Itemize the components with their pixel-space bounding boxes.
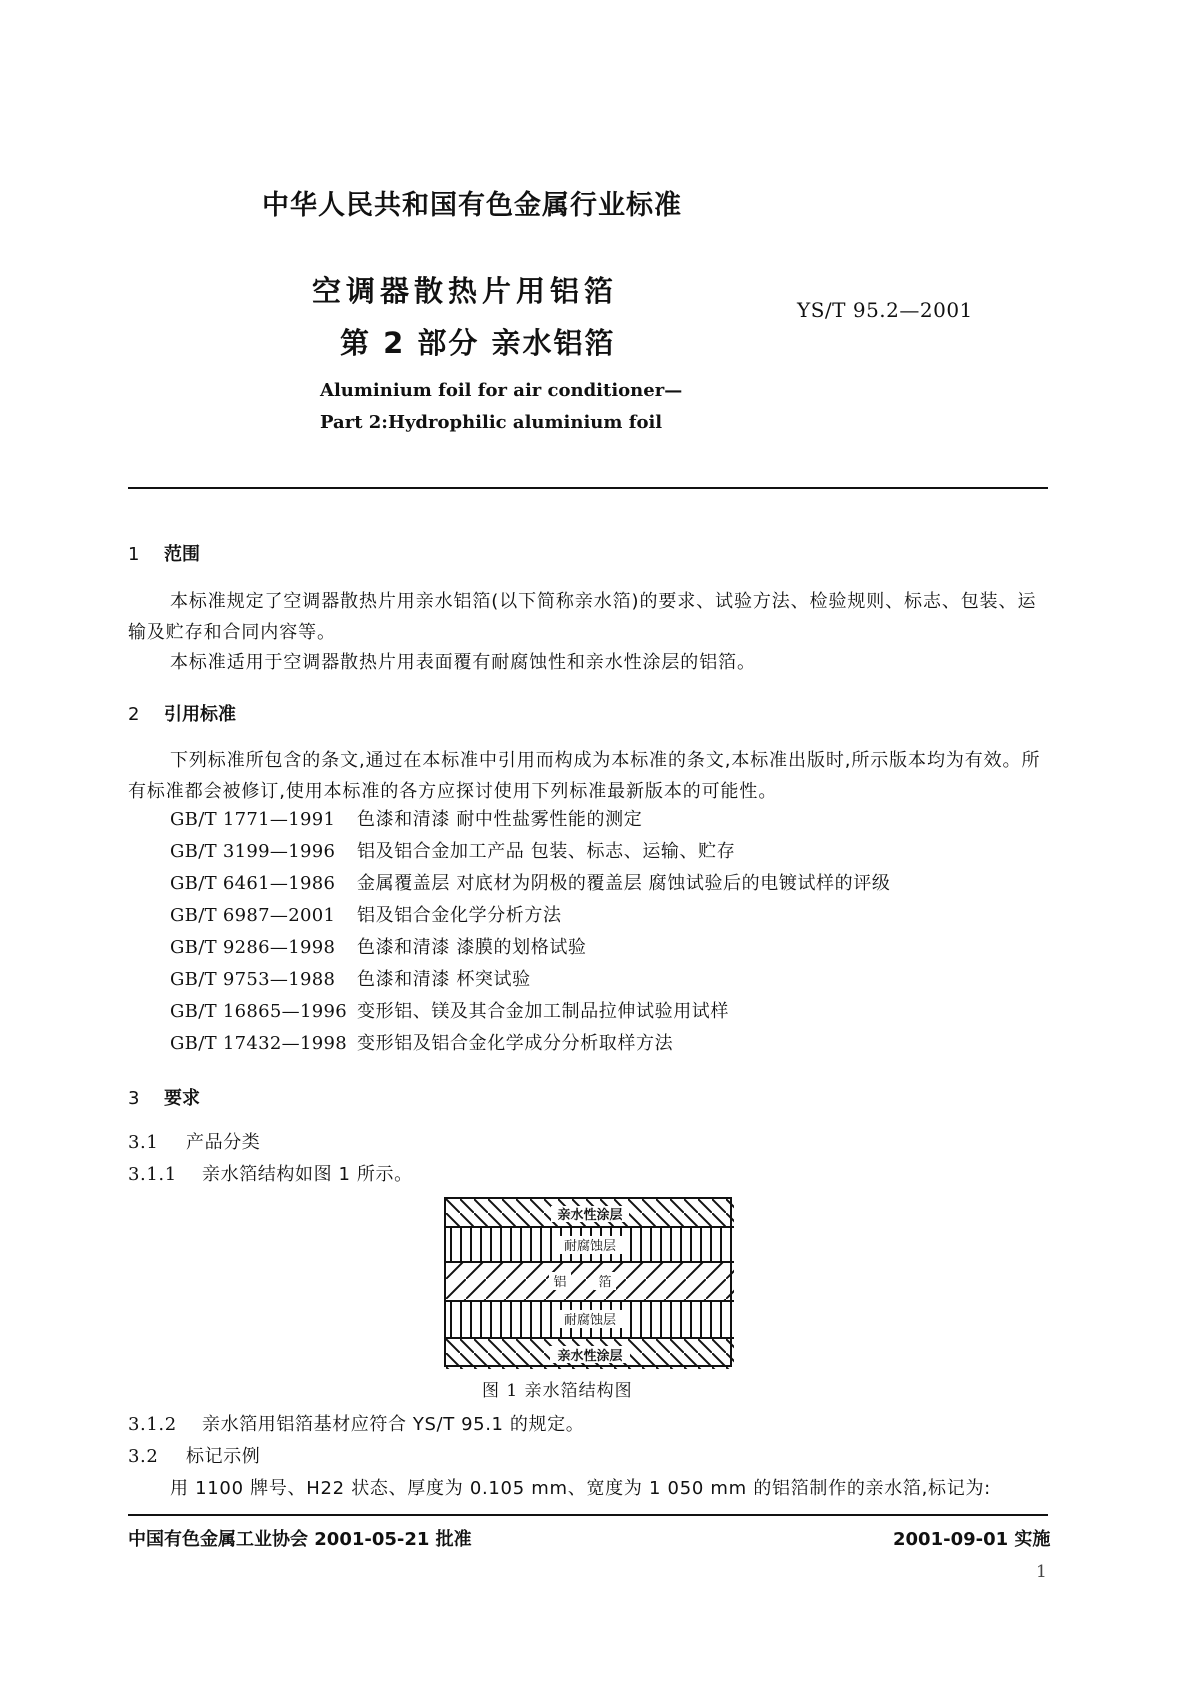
scope-paragraph-1: 本标准规定了空调器散热片用亲水铝箔(以下简称亲水箔)的要求、试验方法、检验规则、标志、包装、运输及贮存和合同内容等。 — [128, 591, 1037, 643]
reference-title: 色漆和清漆 杯突试验 — [357, 969, 531, 990]
reference-item — [170, 808, 642, 832]
aluminium-label: 铝 — [553, 1275, 567, 1290]
reference-item — [170, 1032, 673, 1056]
reference-item — [170, 840, 735, 864]
reference-item — [170, 1000, 729, 1024]
page-number: 1 — [1036, 1562, 1047, 1582]
section-3-2-number: 3.2 — [128, 1446, 159, 1467]
section-1-heading — [128, 540, 200, 566]
hydrophilic-coating-label: 亲水性涂层 — [557, 1208, 623, 1223]
reference-title: 色漆和清漆 漆膜的划格试验 — [357, 937, 587, 958]
marking-example-text: 用 1100 牌号、H22 状态、厚度为 0.105 mm、宽度为 1 050 mm 的铝箔制作的亲水箔,标记为: — [170, 1478, 991, 1499]
figure-caption: 图 1 亲水箔结构图 — [482, 1381, 633, 1401]
effective-date: 2001-09-01 实施 — [893, 1529, 1051, 1550]
standard-code: YS/T 95.2—2001 — [797, 298, 973, 322]
section-3-1-heading — [128, 1128, 260, 1154]
scope-paragraph-2: 本标准适用于空调器散热片用表面覆有耐腐蚀性和亲水性涂层的铝箔。 — [170, 652, 756, 673]
reference-item — [170, 968, 531, 992]
corrosion-resistant-layer-label: 耐腐蚀层 — [563, 1239, 617, 1254]
section-3-2-title: 标记示例 — [186, 1446, 261, 1467]
section-2-title: 引用标准 — [164, 704, 236, 725]
section-3-1-2-heading — [128, 1410, 584, 1436]
reference-code: GB/T 6987—2001 — [170, 905, 336, 926]
reference-item — [170, 936, 587, 960]
reference-code: GB/T 16865—1996 — [170, 1001, 347, 1022]
corrosion-resistant-layer-label: 耐腐蚀层 — [563, 1313, 617, 1328]
foil-label: 箔 — [598, 1275, 612, 1290]
foil-structure-diagram — [444, 1197, 732, 1367]
reference-item — [170, 904, 562, 928]
section-3-1-number: 3.1 — [128, 1132, 159, 1153]
section-3-number: 3 — [128, 1088, 140, 1109]
section-3-1-2-text: 亲水箔用铝箔基材应符合 YS/T 95.1 的规定。 — [202, 1414, 585, 1435]
foil-structure-svg — [446, 1199, 734, 1369]
reference-title: 变形铝及铝合金化学成分分析取样方法 — [357, 1033, 674, 1054]
title-divider — [128, 487, 1048, 489]
section-2-heading — [128, 700, 236, 726]
reference-code: GB/T 9286—1998 — [170, 937, 336, 958]
section-3-1-1-number: 3.1.1 — [128, 1164, 177, 1185]
reference-title: 铝及铝合金加工产品 包装、标志、运输、贮存 — [357, 841, 736, 862]
reference-title: 铝及铝合金化学分析方法 — [357, 905, 562, 926]
chinese-title-line-1: 空调器散热片用铝箔 — [312, 274, 619, 308]
chinese-title-line-2: 第 2 部分 亲水铝箔 — [340, 326, 616, 360]
section-1-number: 1 — [128, 544, 140, 565]
approval-date: 中国有色金属工业协会 2001-05-21 批准 — [128, 1529, 472, 1550]
reference-item — [170, 872, 890, 896]
reference-code: GB/T 3199—1996 — [170, 841, 336, 862]
section-2-number: 2 — [128, 704, 140, 725]
section-1-title: 范围 — [164, 544, 200, 565]
aluminium-layer — [446, 1263, 734, 1301]
hydrophilic-coating-label: 亲水性涂层 — [557, 1349, 623, 1364]
section-3-1-1-text: 亲水箔结构如图 1 所示。 — [202, 1164, 413, 1185]
section-3-1-title: 产品分类 — [186, 1132, 261, 1153]
section-3-1-1-heading — [128, 1160, 413, 1186]
reference-title: 色漆和清漆 耐中性盐雾性能的测定 — [357, 809, 643, 830]
section-3-1-2-number: 3.1.2 — [128, 1414, 177, 1435]
references-intro: 下列标准所包含的条文,通过在本标准中引用而构成为本标准的条文,本标准出版时,所示版本均为有效。所有标准都会被修订,使用本标准的各方应探讨使用下列标准最新版本的可能性。 — [128, 750, 1041, 802]
section-3-2-heading — [128, 1442, 260, 1468]
reference-title: 金属覆盖层 对底材为阴极的覆盖层 腐蚀试验后的电镀试样的评级 — [357, 873, 891, 894]
reference-code: GB/T 1771—1991 — [170, 809, 336, 830]
section-3-title: 要求 — [164, 1088, 200, 1109]
reference-title: 变形铝、镁及其合金加工制品拉伸试验用试样 — [357, 1001, 729, 1022]
reference-code: GB/T 6461—1986 — [170, 873, 336, 894]
reference-code: GB/T 9753—1988 — [170, 969, 336, 990]
section-3-heading — [128, 1084, 200, 1110]
reference-code: GB/T 17432—1998 — [170, 1033, 347, 1054]
english-title-line-1: Aluminium foil for air conditioner— — [320, 380, 683, 401]
footer-divider — [128, 1514, 1048, 1516]
industry-standard-header: 中华人民共和国有色金属行业标准 — [262, 190, 682, 221]
english-title-line-2: Part 2:Hydrophilic aluminium foil — [320, 412, 663, 433]
